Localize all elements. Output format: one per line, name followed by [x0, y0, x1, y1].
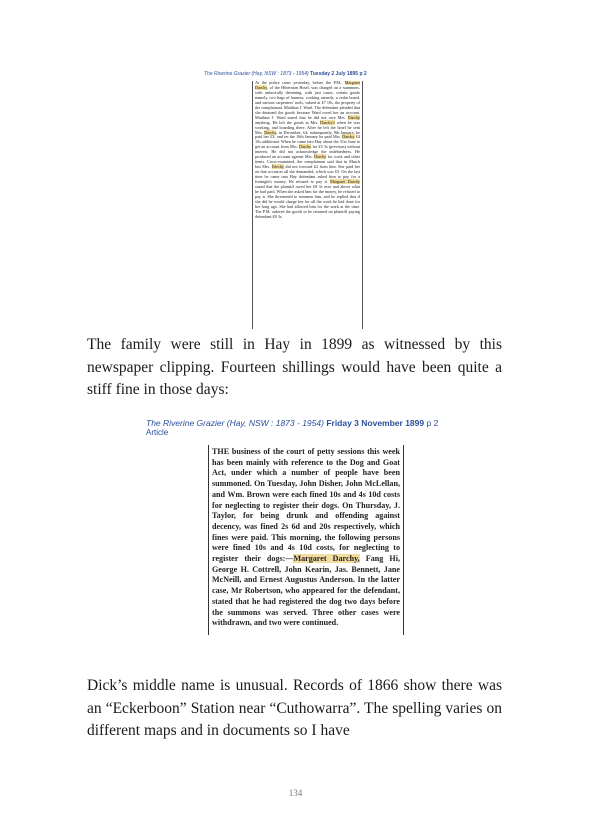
clipping-1895-highlight: Darchy [314, 154, 327, 160]
clipping-1895-publication: The Riverine Grazier (Hay, NSW : 1873 - 1954) [204, 71, 309, 77]
clipping-1899-body [208, 445, 404, 635]
clipping-1895-body [252, 81, 363, 329]
body-paragraph-2: Dick’s middle name is unusual. Records of 1866 show there was an “Eckerboon” Station near “Cuthowarra”. The spelling varies on different maps and in documents so I have [87, 677, 502, 739]
clipping-1895-highlight: Darchy [264, 129, 277, 135]
clipping-1899-page: p 2 [426, 418, 439, 428]
clipping-1895-highlight: Darchy [347, 114, 360, 120]
clipping-1895-caption [204, 71, 376, 77]
clipping-1895-highlight: Darchy's [320, 119, 335, 125]
body-paragraph-1: The family were still in Hay in 1899 as witnessed by this newspaper clipping. Fourteen shillings would have been quite a stiff fine in those days: [87, 336, 502, 398]
clipping-1899-highlight: Margaret Darchy, [293, 554, 360, 564]
clipping-1895-highlight: Darchy [342, 134, 355, 140]
clipping-1895-text: anything. He left the goods at Mrs. [255, 119, 321, 125]
clipping-1895-highlight: Darchy [298, 144, 312, 150]
clipping-1895-text: At the police court yesterday, before the P.M., [255, 81, 345, 85]
clipping-1895-text: when he was working, and boarding there. After he left the hotel he sent Mrs. [255, 119, 360, 135]
clipping-1899-publication: The Riverine Grazier (Hay, NSW : 1873 - 1954) [146, 418, 324, 428]
clipping-1895-date: Tuesday 2 July 1895 p 2 [310, 71, 367, 77]
clipping-1899-subcaption: Article [146, 428, 169, 437]
clipping-1895-text: £4 10s additional. When he came into Hay about the 31st June to get an account from Mrs. [255, 134, 361, 150]
clipping-1895-text: , of the Hibernian Hotel, was charged on a summons, with unlawfully detaining, with just cause, certain goods namely, two bags of harness, cooking utensils, a cedar board, and various carpenters' tools, valued at £7 10s, the property of the complainant, Matthias J. Ward. The defendant pleaded that she detained the goods because Ward owed her an account. Matthias J. Ward stated that he did not owe Mrs. [255, 84, 360, 120]
clipping-1895-text: for work and other items. Cross-examined, the complainant said that in March last Mrs. [255, 154, 361, 170]
clipping-1895-highlight: Margaret Darchy [255, 81, 360, 90]
newspaper-clipping-1895 [204, 71, 376, 219]
newspaper-clipping-1899 [146, 418, 446, 628]
clipping-1899-text: THE business of the court of petty sessions this week has been mainly with reference to the Dog and Goat Act, under which a number of people have been summoned. On Tuesday, John Disher, John McLellan, and Wm. Brown were each fined 10s and 4s 10d costs for neglecting to register their dogs. On Thursday, J. Taylor, for being drunk and offending against decency, was fined 2s 6d and 20s respectively, which fines were paid. This morning, the following persons were fined 10s and 4s 10d costs, for neglecting to register their dogs:— [212, 447, 400, 564]
clipping-1895-text: , in December, £4; subsequently, 9th January, he paid her £3; and on the 16th January he paid Mrs. [255, 129, 361, 140]
clipping-1899-text: Fang Hi, George H. Cottrell, John Kearin, Jas. Bennett, Jane McNeill, and Ernest Augustus Anderson. In the latter case, Mr Robertson, who appeared for the defendant, stated that he had registered the dog two days before the summons was served. Three other cases were withdrawn, and two were continued. [212, 554, 401, 628]
clipping-1895-highlight: Margaret Darchy [330, 179, 361, 185]
clipping-1895-highlight: Darchy [271, 164, 284, 170]
page-number: 134 [288, 788, 303, 798]
clipping-1895-text: for £5 3s (previous) without interest. He did not acknowledge the indebtedness. He produced an account against Mrs. [255, 144, 360, 160]
clipping-1899-date: Friday 3 November 1899 [326, 418, 425, 428]
clipping-1899-caption [146, 418, 446, 428]
clipping-1895-text: did not forward £2 from him. She paid her on that occasion all she demanded, which was £5. On the last time he came into Hay defendant asked him to pay for a fortnight's money. He refused to pay it. [255, 164, 361, 185]
clipping-1895-text: stated that the plaintiff owed her £8 3s over and above what he had paid. When she asked him for the money, he refused to pay it. She threatened to summon him, and he replied that if she did he would charge her for all the work he had done for her long ago. She had allowed him for the work at the time. The P.M. ordered the goods to be returned on plaintiff paying defendant £8 3s. [255, 184, 360, 219]
